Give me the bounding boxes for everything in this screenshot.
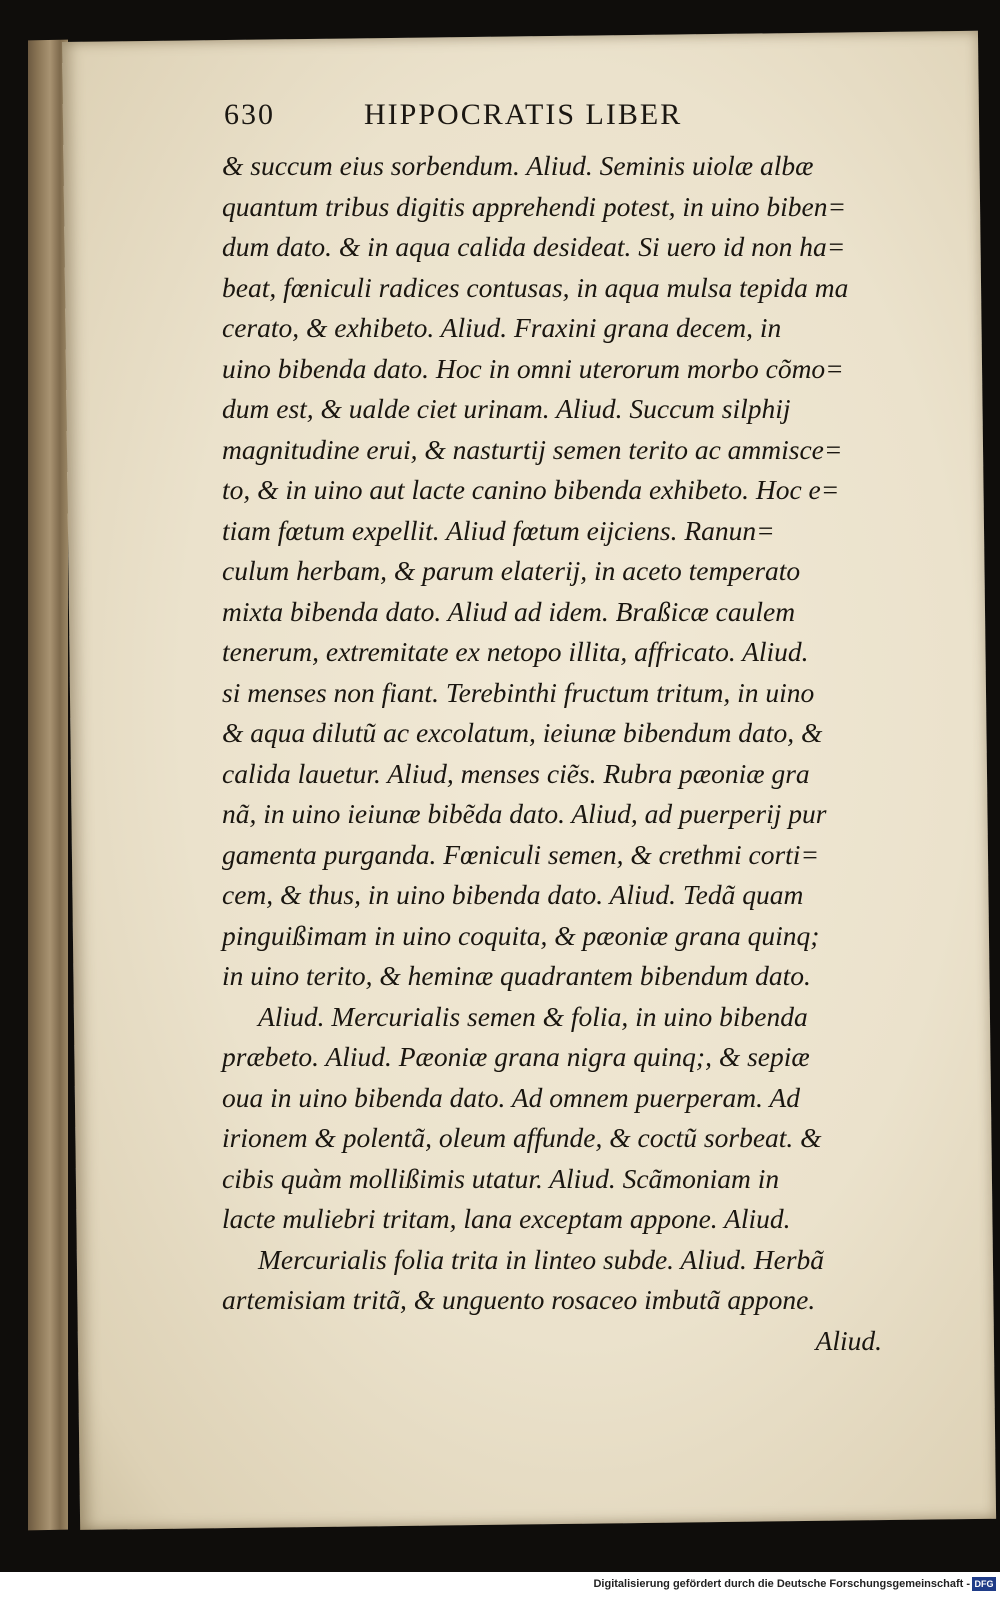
text-line: cerato, & exhibeto. Aliud. Fraxini grana decem, in <box>222 312 782 343</box>
text-line: culum herbam, & parum elaterij, in aceto temperato <box>222 555 801 586</box>
text-line: magnitudine erui, & nasturtij semen terito ac ammisce= <box>222 433 843 465</box>
text-line: oua in uino bibenda dato. Ad omnem puerperam. Ad <box>222 1081 800 1113</box>
text-line: calida lauetur. Aliud, menses ciẽs. Rubra pæoniæ gra <box>222 757 810 789</box>
text-line: præbeto. Aliud. Pæoniæ grana nigra quinq;, & sepiæ <box>222 1041 810 1072</box>
text-line: & succum eius sorbendum. Aliud. Seminis uiolæ albæ <box>222 150 814 181</box>
text-line: in uino terito, & heminæ quadrantem bibendum dato. <box>222 960 811 991</box>
text-line: tenerum, extremitate ex netopo illita, affricato. Aliud. <box>222 636 809 667</box>
book-title: HIPPOCRATIS LIBER <box>364 98 683 131</box>
text-block <box>222 146 882 1361</box>
catchword: Aliud. <box>815 1324 882 1356</box>
text-line: dum est, & ualde ciet urinam. Aliud. Succum silphij <box>222 393 791 424</box>
text-line: lacte muliebri tritam, lana exceptam appone. Aliud. <box>222 1203 791 1234</box>
text-line: uino bibenda dato. Hoc in omni uterorum morbo cõmo= <box>222 352 844 384</box>
text-line: & aqua dilutũ ac excolatum, ieiunæ bibendum dato, & <box>222 717 823 748</box>
text-line: Mercurialis folia trita in linteo subde. Aliud. Herbã <box>258 1243 825 1275</box>
text-line: mixta bibenda dato. Aliud ad idem. Braßicæ caulem <box>222 595 796 627</box>
text-line: cem, & thus, in uino bibenda dato. Aliud. Tedã quam <box>222 879 804 910</box>
text-line: nã, in uino ieiunæ bibẽda dato. Aliud, ad puerperij pur <box>222 798 827 829</box>
text-line: beat, fœniculi radices contusas, in aqua mulsa tepida ma <box>222 271 849 303</box>
page-number: 630 <box>224 98 275 131</box>
book-fore-edge <box>28 40 68 1531</box>
text-line: quantum tribus digitis apprehendi potest, in uino biben= <box>222 190 847 222</box>
dfg-logo: DFG <box>972 1577 996 1591</box>
text-line: gamenta purganda. Fœniculi semen, & crethmi corti= <box>222 838 819 870</box>
text-line: tiam fœtum expellit. Aliud fœtum eijciens. Ranun= <box>222 514 775 546</box>
text-line: pinguißimam in uino coquita, & pæoniæ grana quinq; <box>222 919 820 951</box>
text-line: artemisiam tritã, & unguento rosaceo imbutã appone. <box>222 1284 816 1315</box>
text-line: irionem & polentã, oleum affunde, & coctũ sorbeat. & <box>222 1122 822 1153</box>
footer-bar <box>0 1572 1000 1602</box>
digitization-credit: Digitalisierung gefördert durch die Deutsche Forschungsgemeinschaft - <box>593 1578 970 1590</box>
text-line: si menses non fiant. Terebinthi fructum tritum, in uino <box>222 676 815 708</box>
text-line: cibis quàm mollißimis utatur. Aliud. Scãmoniam in <box>222 1162 780 1194</box>
text-line: to, & in uino aut lacte canino bibenda exhibeto. Hoc e= <box>222 474 840 505</box>
text-line: Aliud. Mercurialis semen & folia, in uino bibenda <box>258 1000 808 1032</box>
running-head <box>224 98 784 138</box>
text-line: dum dato. & in aqua calida desideat. Si uero id non ha= <box>222 231 846 262</box>
